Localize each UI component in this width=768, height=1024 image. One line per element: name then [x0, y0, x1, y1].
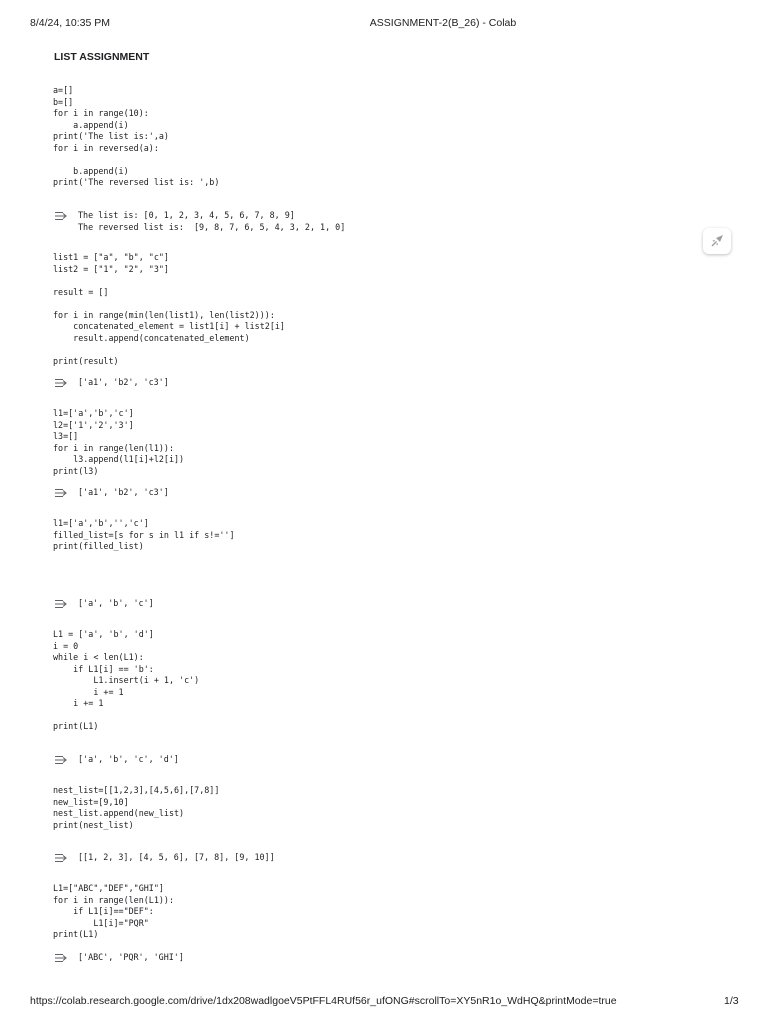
document-title: LIST ASSIGNMENT [54, 51, 150, 63]
output-arrow-icon [54, 953, 68, 963]
page-tab-title: ASSIGNMENT-2(B_26) - Colab [369, 17, 517, 29]
output-cell-3: ['a1', 'b2', 'c3'] [78, 487, 169, 497]
code-cell-1[interactable]: a=[] b=[] for i in range(10): a.append(i) print('The list is:',a) for i in reversed(a): b.append(i) print('The reversed list is: ',b) [53, 85, 220, 187]
code-cell-2[interactable]: list1 = ["a", "b", "c"] list2 = ["1", "2", "3"] result = [] for i in range(min(len(list1), len(list2))): concatenated_element = list1[i] + list2[i] result.append(concatenated_element) print(result) [53, 252, 285, 366]
output-arrow-icon [54, 488, 68, 498]
output-cell-5: ['a', 'b', 'c', 'd'] [78, 754, 179, 764]
output-cell-7: ['ABC', 'PQR', 'GHI'] [78, 952, 184, 962]
code-cell-4[interactable]: l1=['a','b','','c'] filled_list=[s for s in l1 if s!=''] print(filled_list) [53, 518, 235, 551]
output-arrow-icon [54, 599, 68, 609]
floating-rocket-button[interactable] [703, 228, 731, 254]
output-cell-1: The list is: [0, 1, 2, 3, 4, 5, 6, 7, 8, 9] The reversed list is: [9, 8, 7, 6, 5, 4, 3, 2, 1, 0] [78, 210, 346, 232]
rocket-icon [710, 234, 724, 248]
page-number: 1/3 [724, 995, 739, 1007]
output-cell-2: ['a1', 'b2', 'c3'] [78, 377, 169, 387]
code-cell-6[interactable]: nest_list=[[1,2,3],[4,5,6],[7,8]] new_list=[9,10] nest_list.append(new_list) print(nest_list) [53, 785, 220, 830]
print-datetime: 8/4/24, 10:35 PM [30, 17, 110, 29]
output-arrow-icon [54, 755, 68, 765]
code-cell-5[interactable]: L1 = ['a', 'b', 'd'] i = 0 while i < len(L1): if L1[i] == 'b': L1.insert(i + 1, 'c') i += 1 i += 1 print(L1) [53, 629, 200, 731]
output-arrow-icon [54, 853, 68, 863]
code-cell-7[interactable]: L1=["ABC","DEF","GHI"] for i in range(len(L1)): if L1[i]=="DEF": L1[i]="PQR" print(L1) [53, 883, 175, 939]
page-url: https://colab.research.google.com/drive/1dx208wadlgoeV5PtFFL4RUf56r_ufONG#scrollTo=XY5nR1o_WdHQ&printMode=true [30, 995, 617, 1007]
output-cell-4: ['a', 'b', 'c'] [78, 598, 154, 608]
output-cell-6: [[1, 2, 3], [4, 5, 6], [7, 8], [9, 10]] [78, 852, 275, 862]
output-arrow-icon [54, 211, 68, 221]
code-cell-3[interactable]: l1=['a','b','c'] l2=['1','2','3'] l3=[] for i in range(len(l1)): l3.append(l1[i]+l2[i]) print(l3) [53, 408, 185, 476]
output-arrow-icon [54, 378, 68, 388]
